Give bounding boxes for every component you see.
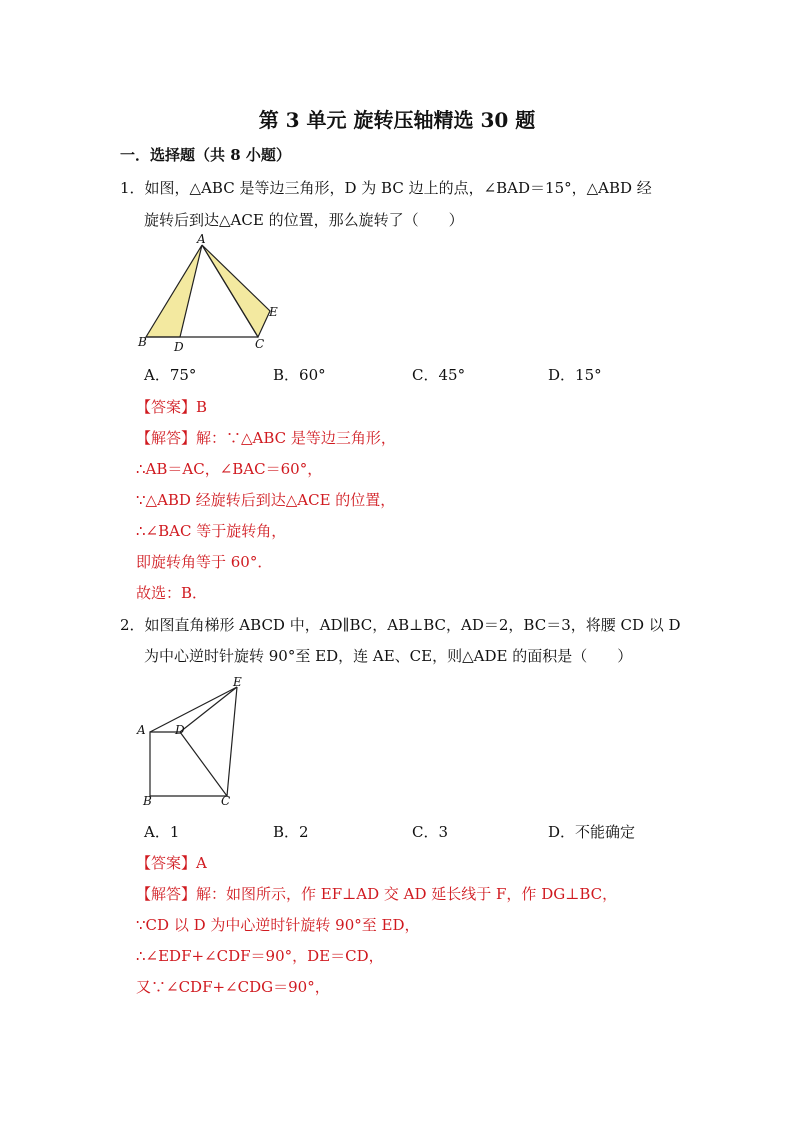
- q2-option-c: C．3: [412, 823, 449, 841]
- page-title: 第 3 单元 旋转压轴精选 30 题: [258, 108, 536, 132]
- q2-figure: [130, 672, 290, 812]
- q2-option-a: A．1: [144, 823, 180, 841]
- q1-solution-line: ∴∠BAC 等于旋转角，: [136, 522, 287, 540]
- q2-answer: 【答案】A: [136, 854, 207, 872]
- q2-solution-line: 又∵∠CDF+∠CDG＝90°，: [136, 978, 330, 996]
- q1-solution-line: ∵△ABD 经旋转后到达△ACE 的位置，: [136, 491, 396, 509]
- q2-option-d: D．不能确定: [548, 823, 636, 841]
- label-e: E: [269, 305, 278, 319]
- q1-solution-line: 即旋转角等于 60°．: [136, 553, 273, 571]
- q2-option-b: B．2: [273, 823, 309, 841]
- q2-stem-line1: 2．如图直角梯形 ABCD 中，AD∥BC，AB⊥BC，AD＝2，BC＝3，将腰 CD 以 D: [120, 616, 681, 634]
- q1-figure: [138, 234, 298, 354]
- section-heading: 一．选择题（共 8 小题）: [120, 146, 291, 164]
- q1-solution-line: 【解答】解：∵△ABC 是等边三角形，: [136, 429, 396, 447]
- q1-answer: 【答案】B: [136, 398, 208, 416]
- label-e: E: [233, 675, 242, 689]
- q1-option-c: C．45°: [412, 366, 466, 384]
- label-a: A: [197, 232, 206, 246]
- label-a: A: [137, 723, 146, 737]
- q2-solution-line: ∵CD 以 D 为中心逆时针旋转 90°至 ED，: [136, 916, 420, 934]
- q2-stem-line2: 为中心逆时针旋转 90°至 ED，连 AE、CE，则△ADE 的面积是（ ）: [144, 647, 633, 665]
- q1-stem-line2: 旋转后到达△ACE 的位置，那么旋转了（ ）: [144, 211, 464, 229]
- q2-solution-line: ∴∠EDF+∠CDF＝90°，DE＝CD，: [136, 947, 384, 965]
- q2-solution-line: 【解答】解：如图所示，作 EF⊥AD 交 AD 延长线于 F，作 DG⊥BC，: [136, 885, 618, 903]
- q1-solution-line: 故选：B．: [136, 584, 208, 602]
- label-c: C: [221, 794, 231, 808]
- triangle-abd-shaded: [146, 245, 202, 337]
- q1-solution-line: ∴AB＝AC，∠BAC＝60°，: [136, 460, 323, 478]
- label-d: D: [175, 723, 185, 737]
- q1-option-b: B．60°: [273, 366, 326, 384]
- trapezoid-abcd: [150, 732, 227, 796]
- triangle-ace-shaded: [202, 245, 270, 337]
- q1-option-a: A．75°: [144, 366, 197, 384]
- q1-option-d: D．15°: [548, 366, 602, 384]
- label-b: B: [138, 335, 147, 349]
- q1-stem-line1: 1．如图，△ABC 是等边三角形，D 为 BC 边上的点，∠BAD＝15°，△ABD 经: [120, 179, 652, 197]
- label-b: B: [143, 794, 152, 808]
- label-c: C: [255, 337, 265, 351]
- label-d: D: [174, 340, 184, 354]
